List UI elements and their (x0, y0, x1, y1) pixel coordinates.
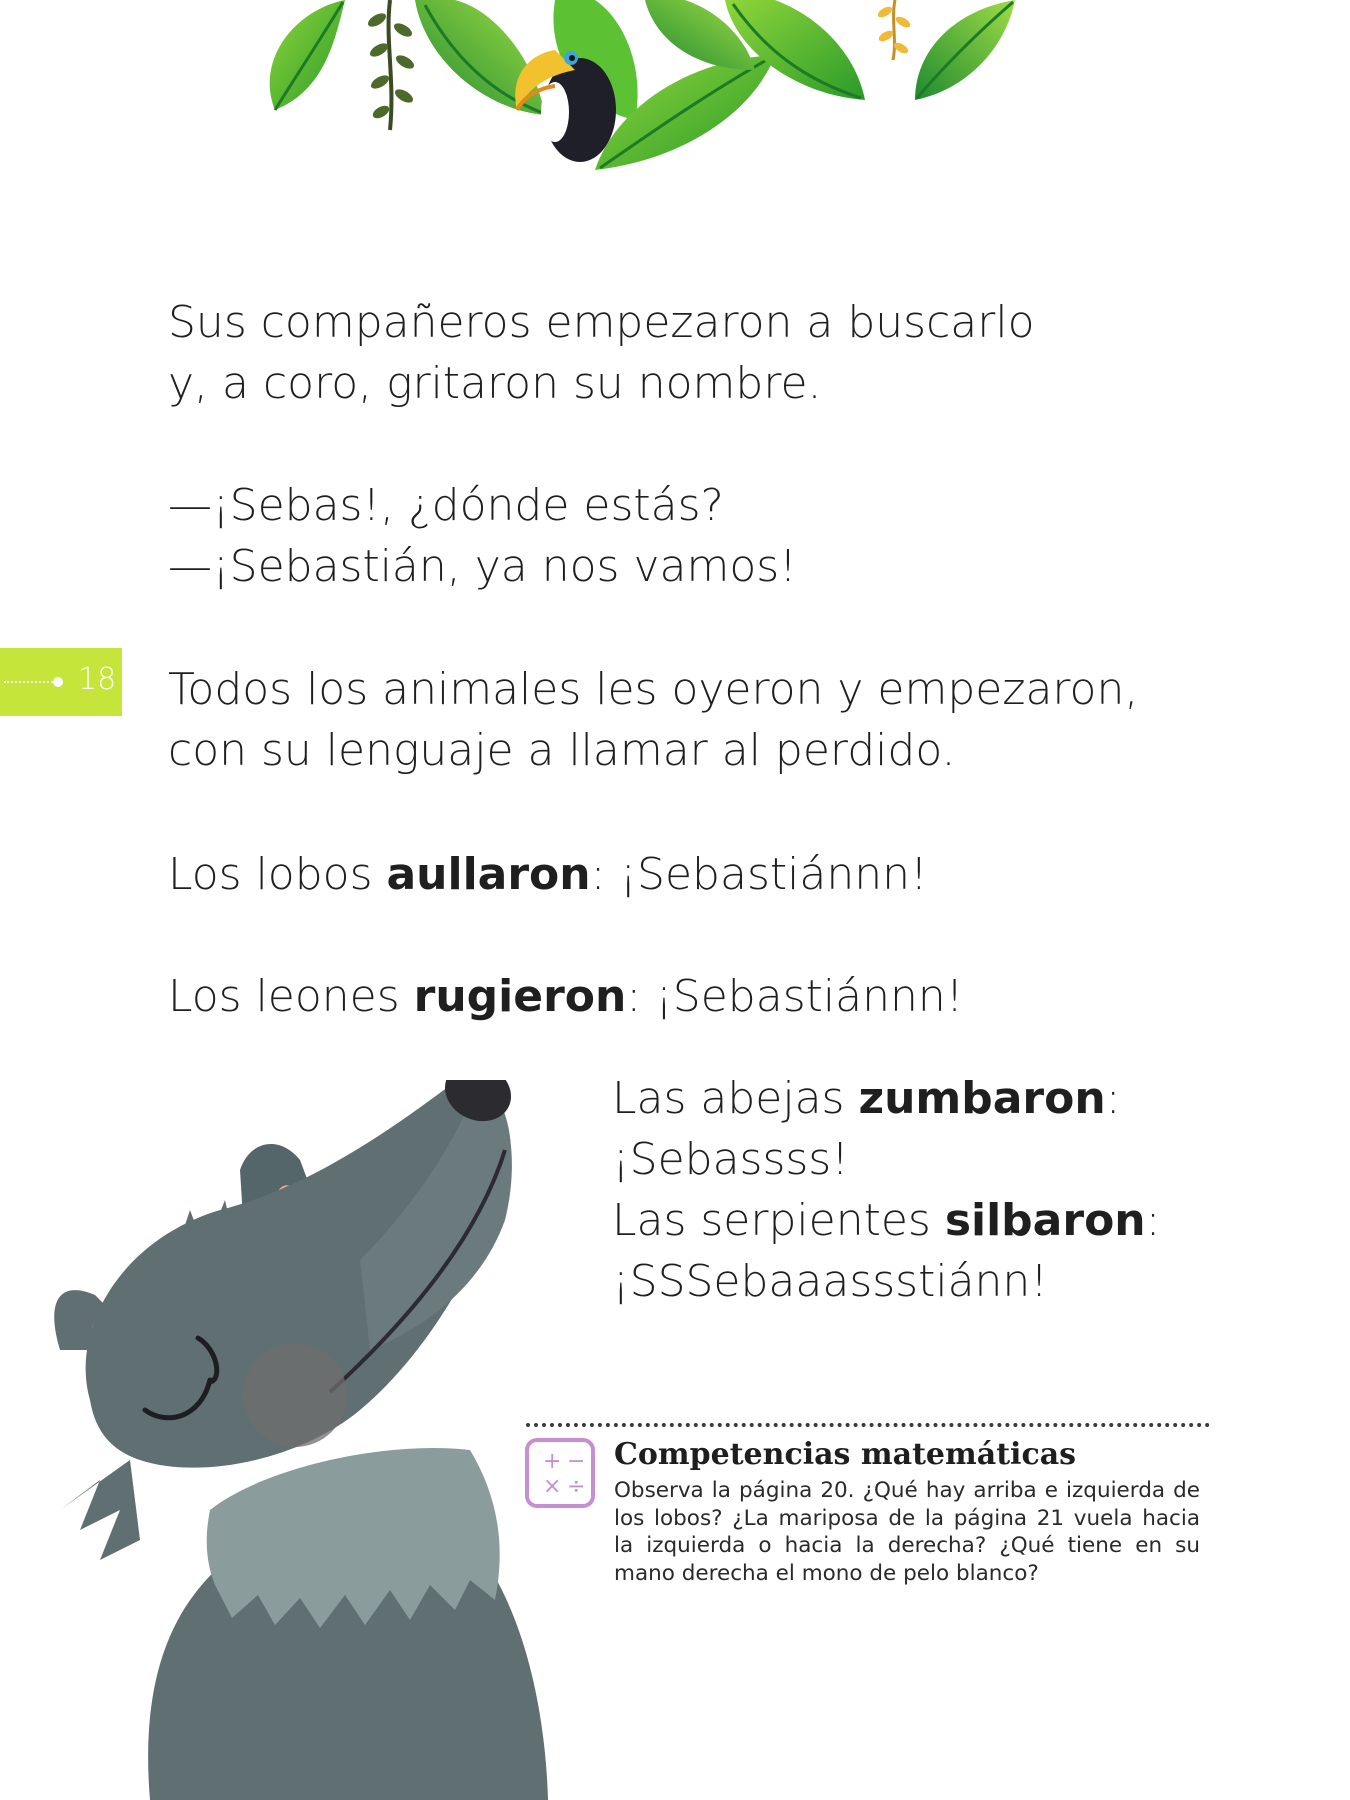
story-line (612, 1068, 1160, 1129)
times-symbol: × (543, 1474, 562, 1499)
story-line: Todos los animales les oyeron y empezaron, (168, 664, 1139, 715)
math-box-title: Competencias matemáticas (614, 1437, 1077, 1472)
divide-symbol: ÷ (567, 1474, 586, 1499)
highlight-verb: zumbaron (858, 1073, 1106, 1124)
story-line: ¡Sebassss! (612, 1134, 849, 1185)
box-divider (526, 1423, 1210, 1427)
page-dot (53, 677, 63, 687)
text-pre: Los leones (168, 971, 414, 1022)
story-paragraph-wolves (168, 844, 928, 905)
story-paragraph-2 (168, 475, 797, 597)
text-pre: Las abejas (612, 1073, 859, 1124)
jungle-leaves-illustration (255, 0, 1035, 185)
text-pre: Los lobos (168, 849, 387, 900)
plus-symbol: + (543, 1449, 562, 1474)
howling-wolf-illustration (0, 1080, 560, 1800)
story-paragraph-bees-snakes (612, 1068, 1160, 1312)
story-line: Sus compañeros empezaron a buscarlo (168, 297, 1035, 348)
story-line: —¡Sebas!, ¿dónde estás? (168, 480, 724, 531)
page-number-tab (0, 648, 122, 716)
minus-symbol: − (567, 1449, 586, 1474)
story-line (612, 1190, 1160, 1251)
story-paragraph-3 (168, 659, 1138, 781)
page-number: 18 (78, 662, 117, 697)
story-line (168, 844, 928, 905)
story-line (168, 966, 963, 1027)
dotted-line (4, 681, 56, 683)
highlight-verb: aullaron (386, 849, 591, 900)
story-line: ¡SSSebaaassstiánn! (612, 1256, 1048, 1307)
story-line: —¡Sebastián, ya nos vamos! (168, 541, 797, 592)
text-post: : ¡Sebastiánnn! (626, 971, 964, 1022)
story-paragraph-1 (168, 292, 1035, 414)
text-post: : (1145, 1195, 1161, 1246)
math-operations-icon (525, 1438, 595, 1508)
highlight-verb: rugieron (413, 971, 627, 1022)
text-pre: Las serpientes (612, 1195, 945, 1246)
story-line: con su lenguaje a llamar al perdido. (168, 725, 956, 776)
text-post: : ¡Sebastiánnn! (590, 849, 928, 900)
math-box-text: Observa la página 20. ¿Qué hay arriba e izquierda de los lobos? ¿La mariposa de la página 21 vuela hacia la izquierda o hacia la derecha? ¿Qué tiene en su mano derecha el mono de pelo blanco? (614, 1478, 1200, 1586)
story-line: y, a coro, gritaron su nombre. (168, 358, 822, 409)
highlight-verb: silbaron (944, 1195, 1146, 1246)
story-paragraph-lions (168, 966, 963, 1027)
text-post: : (1105, 1073, 1121, 1124)
